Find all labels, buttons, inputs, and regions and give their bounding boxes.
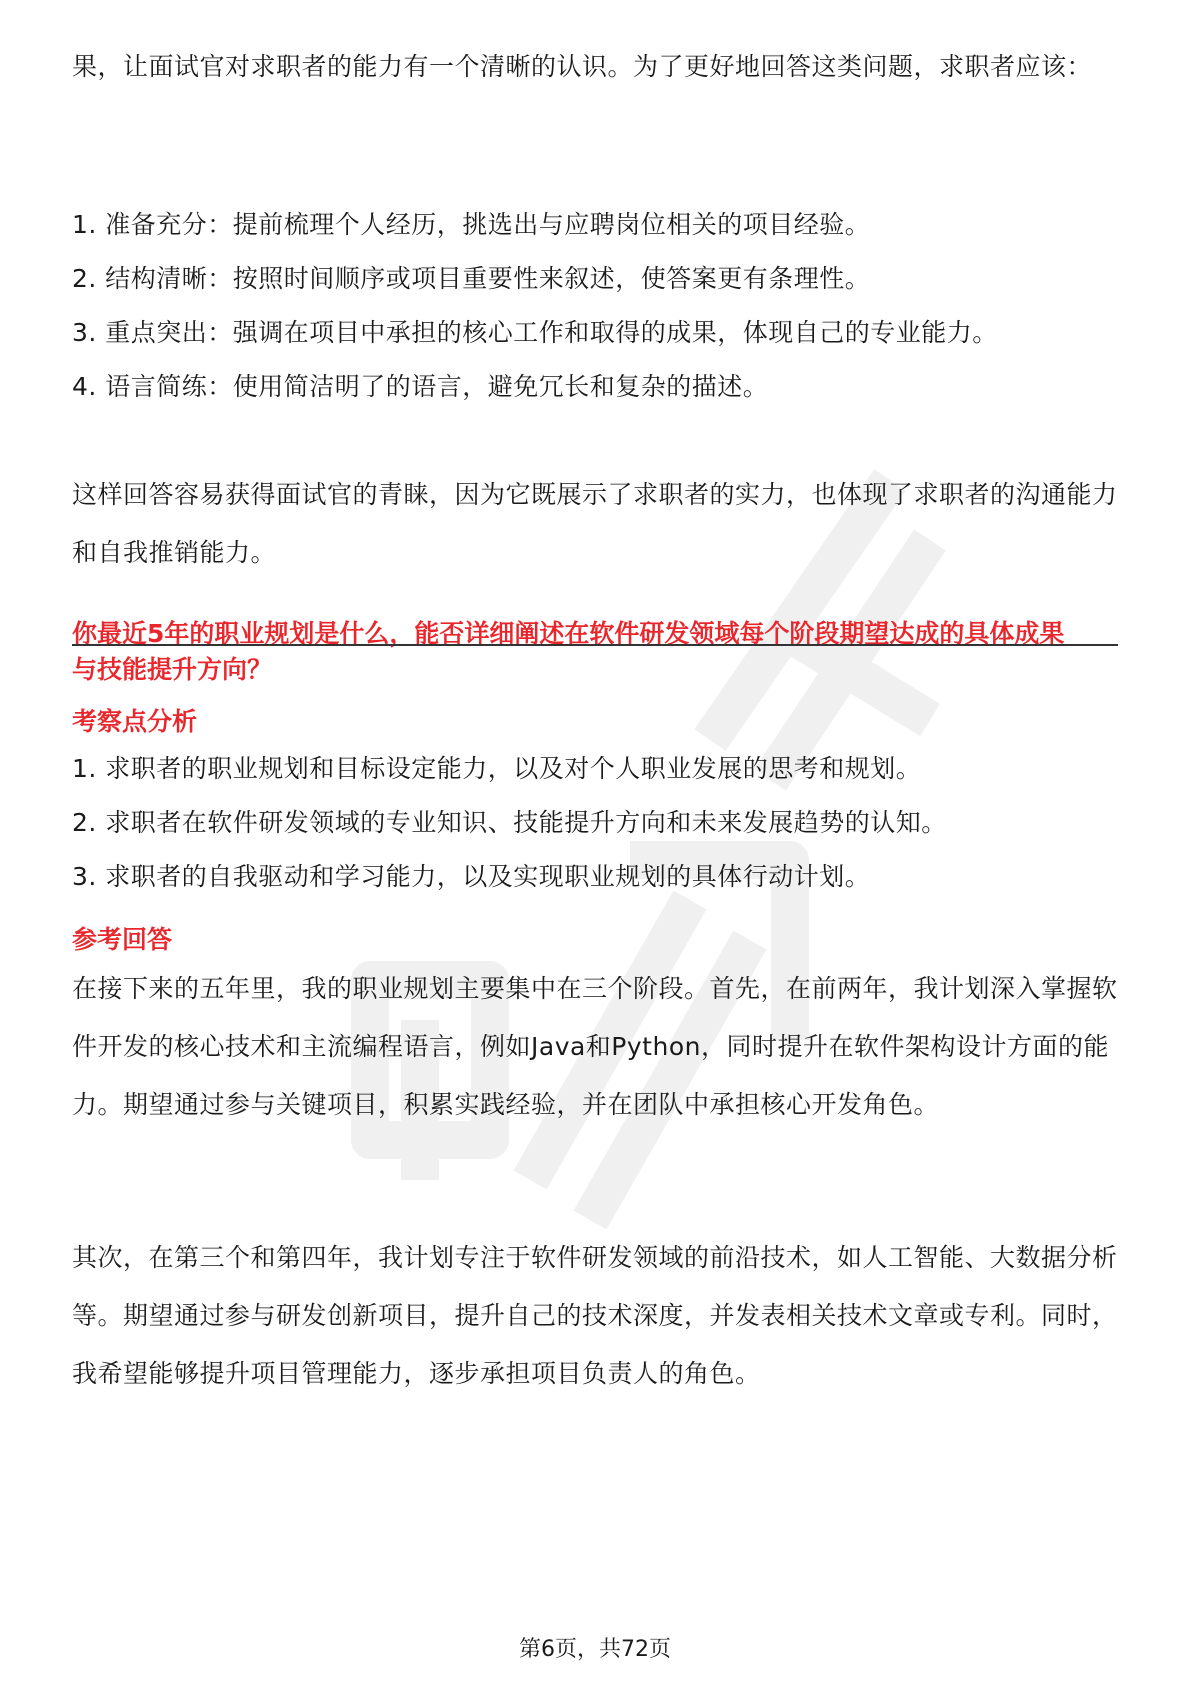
reference-heading: 参考回答 [72, 925, 173, 954]
conclusion-paragraph: 这样回答容易获得面试官的青睐，因为它既展示了求职者的实力，也体现了求职者的沟通能力和自我推销能力。 [72, 480, 1118, 567]
intro-paragraph: 果，让面试官对求职者的能力有一个清晰的认识。为了更好地回答这类问题，求职者应该： [72, 52, 1093, 81]
analysis-heading: 考察点分析 [72, 707, 198, 736]
tip-item: 3. 重点突出：强调在项目中承担的核心工作和取得的成果，体现自己的专业能力。 [72, 318, 998, 347]
section-divider [72, 644, 1118, 646]
page-footer: 第6页，共72页 [519, 1637, 671, 1662]
reference-paragraph: 其次，在第三个和第四年，我计划专注于软件研发领域的前沿技术，如人工智能、大数据分析等。期望通过参与研发创新项目，提升自己的技术深度，并发表相关技术文章或专利。同时，我希望能够提升项目管理能力，逐步承担项目负责人的角色。 [72, 1243, 1118, 1388]
reference-paragraph: 在接下来的五年里，我的职业规划主要集中在三个阶段。首先，在前两年，我计划深入掌握软件开发的核心技术和主流编程语言，例如Java和Python，同时提升在软件架构设计方面的能力。期望通过参与关键项目，积累实践经验，并在团队中承担核心开发角色。 [72, 974, 1118, 1119]
tip-item: 1. 准备充分：提前梳理个人经历，挑选出与应聘岗位相关的项目经验。 [72, 210, 871, 239]
tip-item: 4. 语言简练：使用简洁明了的语言，避免冗长和复杂的描述。 [72, 372, 769, 401]
tip-item: 2. 结构清晰：按照时间顺序或项目重要性来叙述，使答案更有条理性。 [72, 264, 871, 293]
interview-question: 你最近5年的职业规划是什么，能否详细阐述在软件研发领域每个阶段期望达成的具体成果与技能提升方向？ [72, 619, 1065, 684]
analysis-item: 3. 求职者的自我驱动和学习能力，以及实现职业规划的具体行动计划。 [72, 862, 871, 891]
analysis-item: 1. 求职者的职业规划和目标设定能力，以及对个人职业发展的思考和规划。 [72, 754, 922, 783]
analysis-item: 2. 求职者在软件研发领域的专业知识、技能提升方向和未来发展趋势的认知。 [72, 808, 947, 837]
